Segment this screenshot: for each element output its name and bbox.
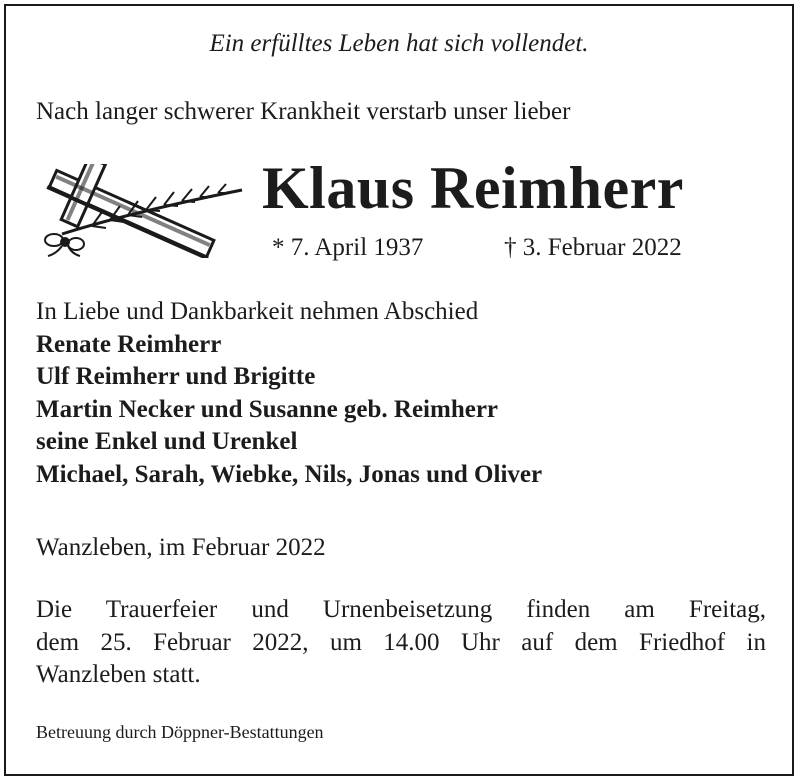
funeral-info [36, 594, 766, 692]
funeral-line: Die Trauerfeier und Urnenbeisetzung finden am Freitag, [36, 596, 766, 623]
intro-text: Nach langer schwerer Krankheit verstarb unser lieber [36, 98, 571, 125]
undertaker-credit: Betreuung durch Döppner-Bestattungen [36, 722, 324, 742]
death-date: † 3. Februar 2022 [504, 234, 682, 261]
funeral-line: dem 25. Februar 2022, um 14.00 Uhr auf dem Friedhof in [36, 628, 766, 656]
mourner-line: Michael, Sarah, Wiebke, Nils, Jonas und Oliver [36, 460, 543, 488]
birth-date: * 7. April 1937 [272, 234, 424, 261]
mourner-line: Renate Reimherr [36, 330, 222, 358]
deceased-name: Klaus Reimherr [262, 155, 684, 221]
obituary-notice [4, 4, 794, 776]
place-and-date: Wanzleben, im Februar 2022 [36, 534, 326, 561]
mourner-line: Ulf Reimherr und Brigitte [36, 363, 316, 390]
mourners-block [36, 296, 542, 491]
cross-with-palm-branch-icon [32, 164, 248, 258]
motto: Ein erfülltes Leben hat sich vollendet. [209, 30, 589, 57]
mourner-line: Martin Necker und Susanne geb. Reimherr [36, 395, 499, 423]
farewell-line: In Liebe und Dankbarkeit nehmen Abschied [36, 298, 479, 325]
mourner-line: seine Enkel und Urenkel [36, 428, 298, 455]
funeral-line: Wanzleben statt. [36, 661, 201, 688]
